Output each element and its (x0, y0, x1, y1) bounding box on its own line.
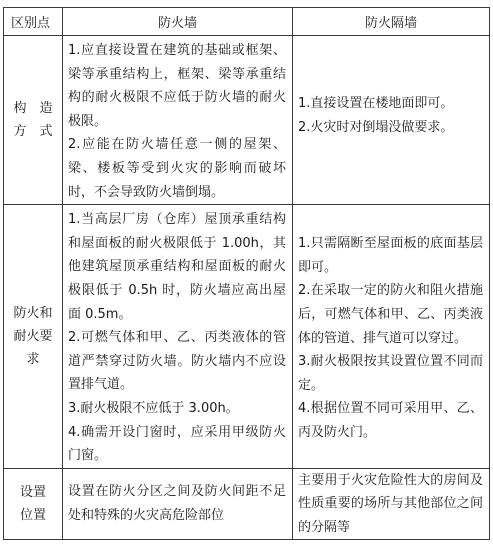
firewall-text: 设置在防火分区之间及防火间距不足处和特殊的火灾高危险部位 (68, 484, 286, 524)
partition-text: 4.根据位置不同可采用甲、乙、丙及防火门。 (298, 401, 483, 440)
row-label-cell (4, 205, 63, 469)
header-difference-point: 区别点 (4, 8, 63, 36)
table-row-location (4, 468, 490, 540)
partition-cell (293, 205, 490, 469)
row-label-line: 设置 (19, 485, 46, 501)
row-label-line: 位置 (19, 508, 46, 524)
partition-text: 1.直接设置在楼地面即可。 (298, 96, 454, 112)
table-row-fire-resistance (4, 205, 490, 469)
firewall-cell (63, 468, 293, 540)
firewall-text: 1.应直接设置在建筑的基础或框架、梁等承重结构上，框架、梁等承重结构的耐火极限不应低于防火墙的耐火极限。 (68, 43, 286, 129)
firewall-text: 3.耐火极限不应低于 3.00h。 (68, 400, 239, 416)
row-label-line: 求 (26, 351, 40, 367)
partition-text: 2.火灾时对倒塌没做要求。 (298, 120, 454, 136)
partition-text: 2.在采取一定的防火和阻火措施后，可燃气体和甲、乙、丙类液体的管道、排气道可以穿过。 (298, 283, 483, 346)
table-row-construction (4, 36, 490, 205)
firewall-text: 1.当高层厂房（仓库）屋顶承重结构和屋面板的耐火极限低于 1.00h，其他建筑屋顶承重结构和屋面板的耐火极限低于 0.5h 时，防火墙应高出屋面 0.5m。 (68, 212, 286, 322)
partition-text: 3.耐火极限按其设置位置不同而定。 (298, 354, 483, 393)
firewall-text: 4.确需开设门窗时，应采用甲级防火门窗。 (68, 424, 286, 464)
table-header-row (4, 8, 490, 36)
row-label-line: 耐火要 (13, 328, 53, 344)
row-label-line: 构 造 (13, 101, 53, 117)
header-fire-partition: 防火隔墙 (293, 8, 490, 36)
comparison-table (3, 7, 490, 540)
partition-text: 主要用于火灾危险性大的房间及性质重要的场所与其他部位之间的分隔等 (298, 472, 483, 535)
row-label-line: 方 式 (13, 124, 53, 140)
partition-text: 1.只需隔断至屋面板的底面基层即可。 (298, 236, 483, 275)
partition-cell (293, 36, 490, 205)
firewall-text: 2.可燃气体和甲、乙、丙类液体的管道严禁穿过防火墙。防火墙内不应设置排气道。 (68, 330, 286, 393)
firewall-cell (63, 205, 293, 469)
row-label-cell (4, 468, 63, 540)
row-label-line: 防火和 (13, 305, 53, 321)
partition-cell (293, 468, 490, 540)
row-label-cell (4, 36, 63, 205)
header-firewall: 防火墙 (63, 8, 293, 36)
firewall-cell (63, 36, 293, 205)
firewall-text: 2.应能在防火墙任意一侧的屋架、梁、楼板等受到火灾的影响而破坏时，不会导致防火墙倒塌。 (68, 137, 286, 200)
